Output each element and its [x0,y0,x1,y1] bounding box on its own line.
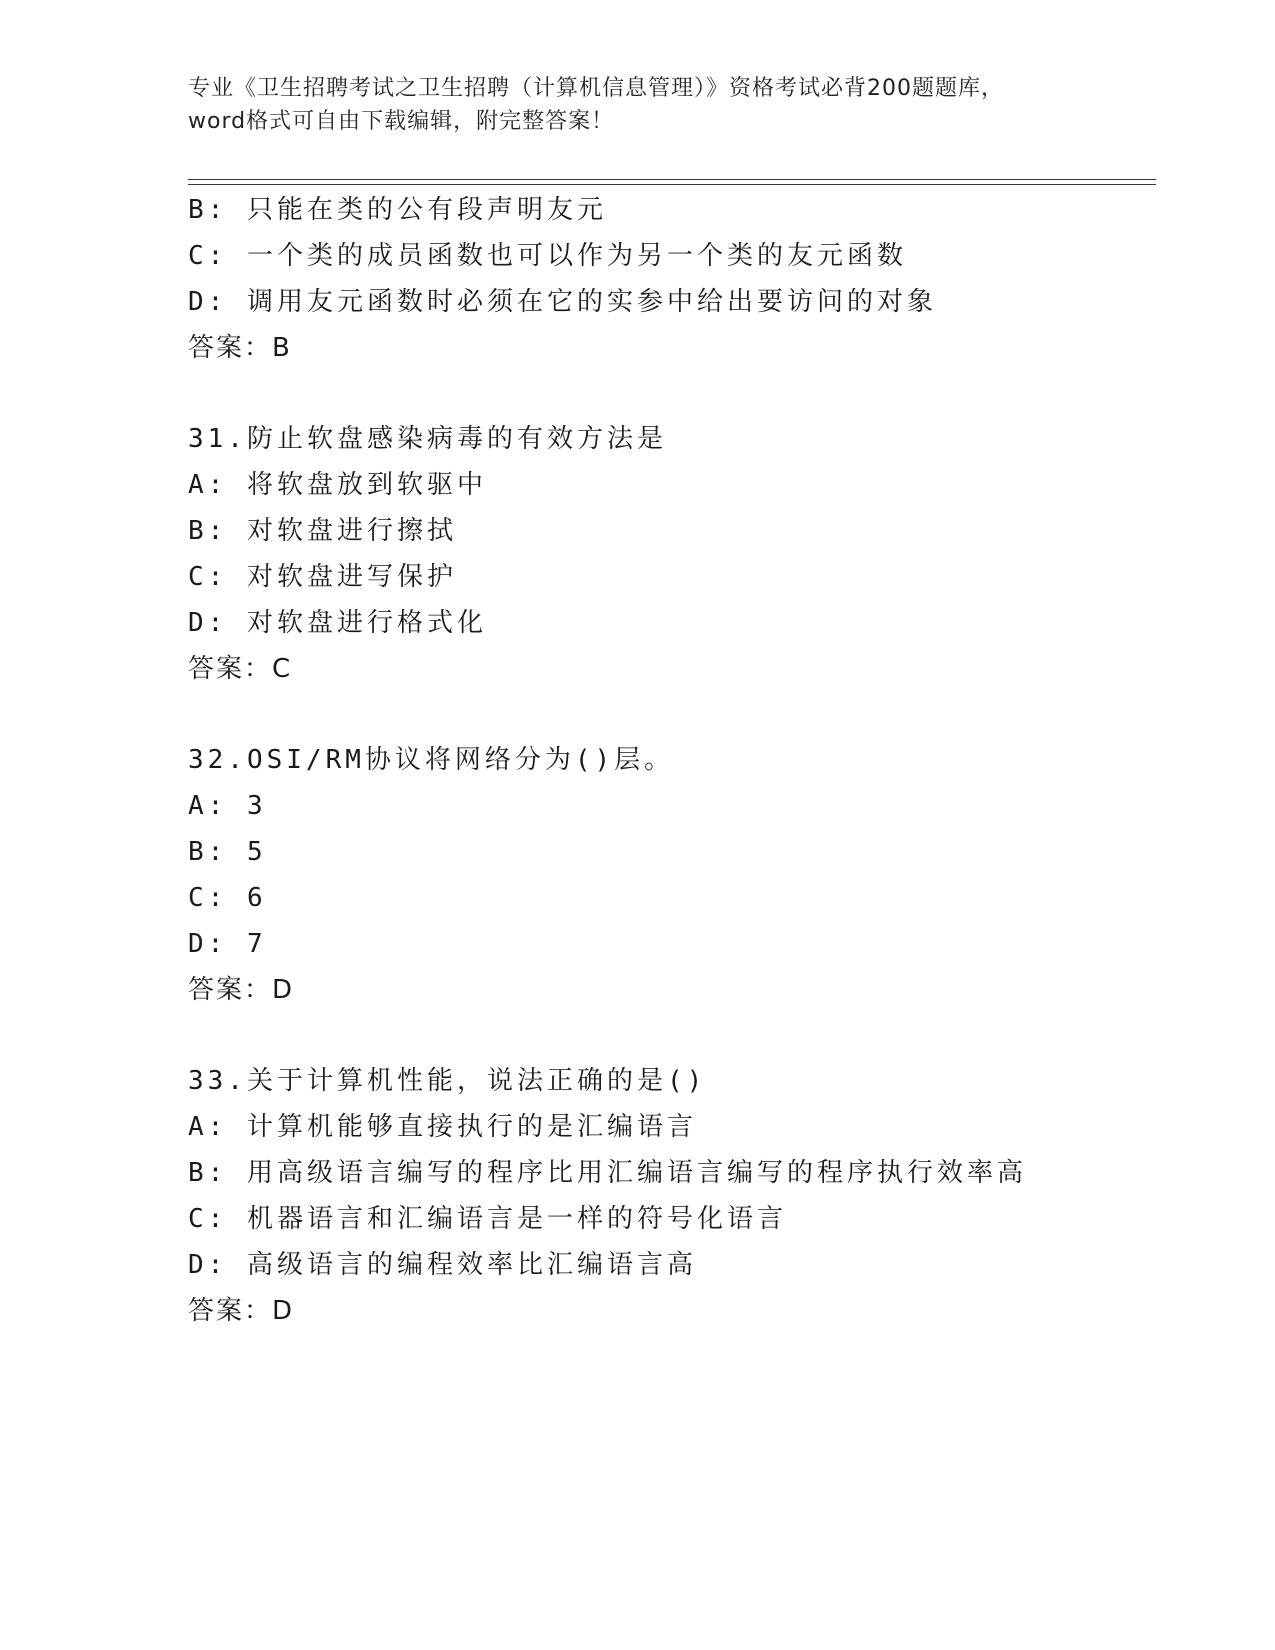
option-c: C: 对软盘进写保护 [188,562,457,592]
answer-line: 答案：B [188,333,292,363]
option-d: D: 对软盘进行格式化 [188,608,487,638]
option-c: C: 机器语言和汇编语言是一样的符号化语言 [188,1204,787,1234]
option-d: D: 调用友元函数时必须在它的实参中给出要访问的对象 [188,287,937,317]
answer-line: 答案：C [188,654,293,684]
document-header [188,72,1088,138]
option-a: A: 将软盘放到软驱中 [188,470,487,500]
option-b: B: 用高级语言编写的程序比用汇编语言编写的程序执行效率高 [188,1158,1027,1188]
question-list [188,187,1156,1334]
answer-line: 答案：D [188,975,295,1005]
option-d: D: 高级语言的编程效率比汇编语言高 [188,1250,697,1280]
answer-line: 答案：D [188,1296,295,1326]
option-d: D: 7 [188,929,267,959]
question-block [188,416,1156,692]
option-b: B: 只能在类的公有段声明友元 [188,195,607,225]
header-divider-top [188,179,1156,180]
header-divider-bottom [188,184,1156,185]
option-b: B: 对软盘进行擦拭 [188,516,457,546]
question-block [188,1058,1156,1334]
option-a: A: 3 [188,791,267,821]
question-block [188,187,1156,371]
header-line-2: word格式可自由下载编辑，附完整答案！ [188,109,615,134]
option-a: A: 计算机能够直接执行的是汇编语言 [188,1112,697,1142]
question-block [188,737,1156,1013]
option-c: C: 一个类的成员函数也可以作为另一个类的友元函数 [188,241,907,271]
option-b: B: 5 [188,837,267,867]
option-c: C: 6 [188,883,267,913]
question-text: 31.防止软盘感染病毒的有效方法是 [188,424,667,454]
question-text: 32.OSI/RM协议将网络分为()层。 [188,745,675,775]
question-text: 33.关于计算机性能，说法正确的是() [188,1066,707,1096]
header-line-1: 专业《卫生招聘考试之卫生招聘（计算机信息管理）》资格考试必背200题题库， [188,76,1004,101]
